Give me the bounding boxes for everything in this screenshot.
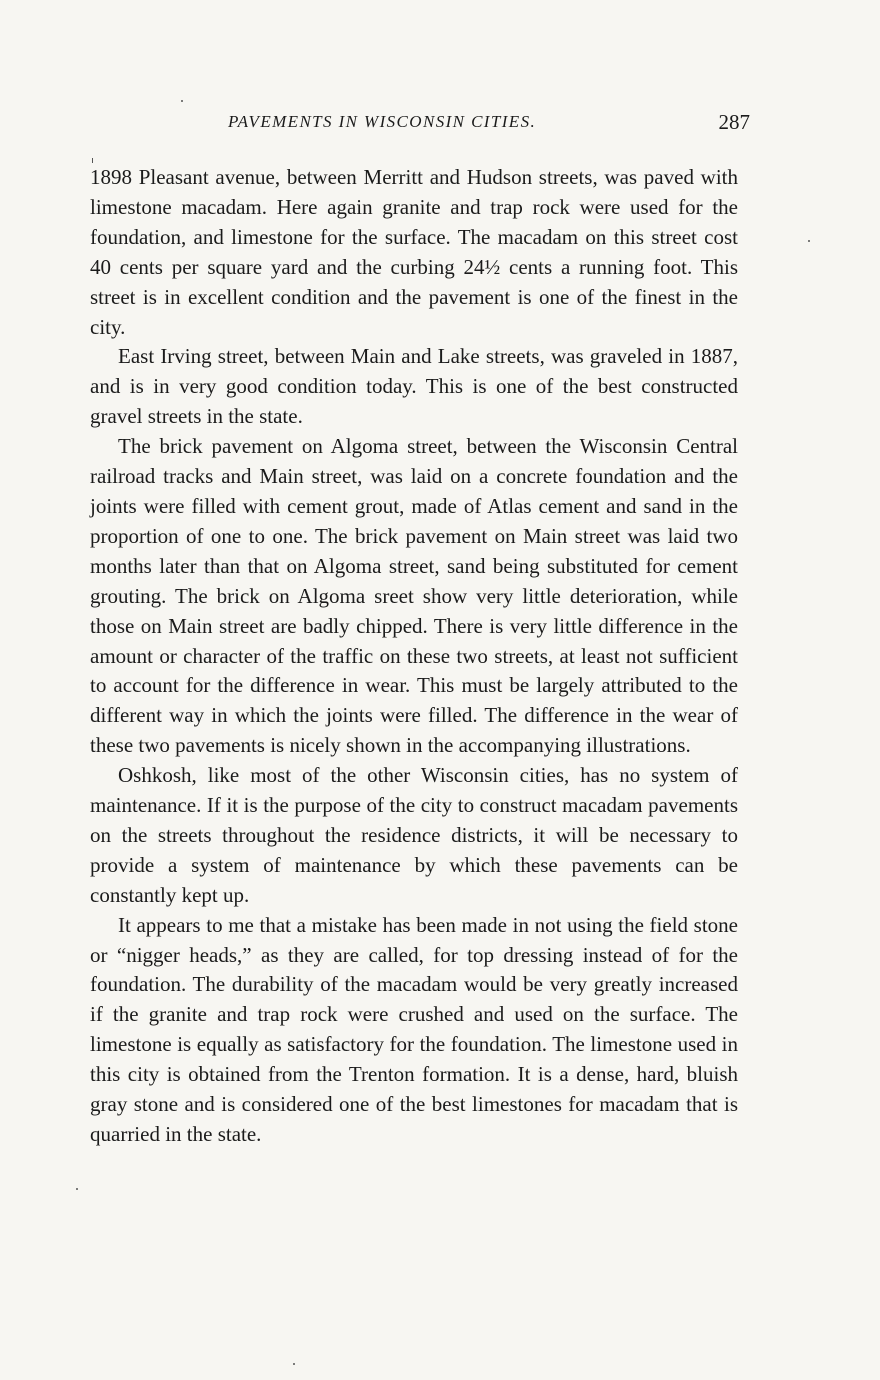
- paper-speck: [293, 1363, 295, 1365]
- paper-speck: [76, 1188, 78, 1190]
- running-head: [90, 112, 750, 140]
- paragraph-algoma-brick-pavement: The brick pavement on Algoma street, between the Wisconsin Central railroad tracks and Main street, was laid on a concrete foundation and the joints were filled with cement grout, made of Atlas cement and sand in the proportion of one to one. The brick pavement on Main street was laid two months later than that on Algoma street, sand being substituted for cement grouting. The brick on Algoma sreet show very little deterioration, while those on Main street are badly chipped. There is very little difference in the amount or character of the traffic on these two streets, at least not sufficient to account for the difference in wear. This must be largely attributed to the different way in which the joints were filled. The difference in the wear of these two pavements is nicely shown in the accompanying illustrations.: [90, 434, 738, 758]
- body-text: [90, 163, 738, 1150]
- paper-speck: [92, 158, 93, 163]
- page-number: 287: [718, 110, 750, 134]
- paragraph-east-irving-street: East Irving street, between Main and Lake streets, was graveled in 1887, and is in very good condition today. This is one of the best constructed gravel streets in the state.: [90, 344, 738, 429]
- paragraph-oshkosh-maintenance: Oshkosh, like most of the other Wisconsin cities, has no system of maintenance. If it is the purpose of the city to construct macadam pavements on the streets throughout the residence districts, it will be necessary to provide a system of maintenance by which these pavements can be constantly kept up.: [90, 763, 738, 907]
- paragraph-pleasant-avenue: 1898 Pleasant avenue, between Merritt and Hudson streets, was paved with limestone macadam. Here again granite and trap rock were used for the foundation, and limestone for the surface. The macadam on this street cost 40 cents per square yard and the curbing 24½ cents a running foot. This street is in excellent condition and the pavement is one of the finest in the city.: [90, 165, 738, 339]
- paper-speck: [181, 100, 183, 102]
- paragraph-field-stone-dressing: It appears to me that a mistake has been made in not using the field stone or “nigger heads,” as they are called, for top dressing instead of for the foundation. The durability of the macadam would be very greatly increased if the granite and trap rock were crushed and used on the surface. The limestone is equally as satisfactory for the foundation. The limestone used in this city is obtained from the Trenton formation. It is a dense, hard, bluish gray stone and is considered one of the best limestones for macadam that is quarried in the state.: [90, 912, 738, 1146]
- paper-speck: [808, 240, 810, 242]
- running-title: PAVEMENTS IN WISCONSIN CITIES.: [228, 112, 537, 131]
